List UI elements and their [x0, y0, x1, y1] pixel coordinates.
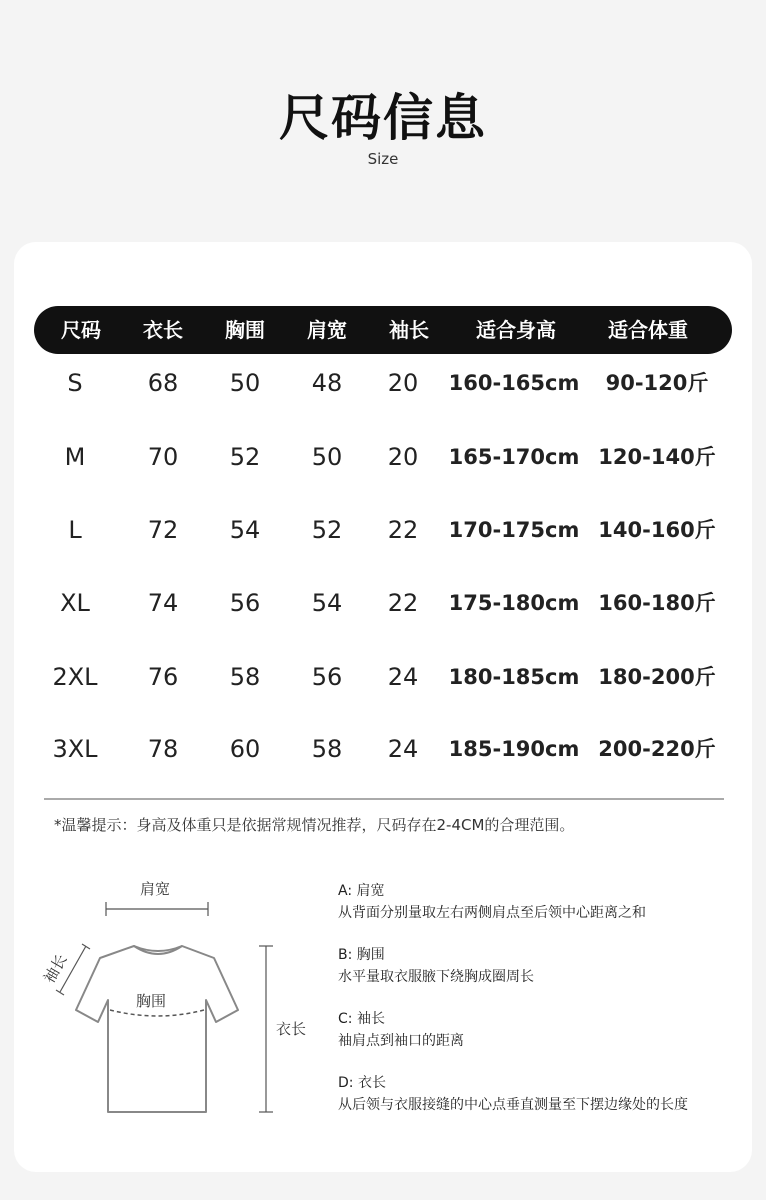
cell-length: 76	[147, 663, 179, 691]
page-title: 尺码信息	[279, 89, 487, 147]
cell-length: 78	[147, 735, 179, 763]
cell-size: XL	[60, 589, 90, 617]
cell-length: 74	[147, 589, 179, 617]
cell-shoulder: 54	[311, 589, 343, 617]
tshirt-diagram	[40, 872, 334, 1122]
cell-sleeve: 22	[387, 516, 419, 544]
cell-weight: 180-200斤	[598, 665, 716, 689]
cell-length: 68	[147, 369, 179, 397]
definition-title: A: 肩宽	[338, 883, 385, 899]
cell-height: 165-170cm	[448, 445, 580, 469]
page-subtitle: Size	[367, 150, 399, 168]
table-row	[14, 583, 752, 623]
definition-text: 水平量取衣服腋下绕胸成圈周长	[338, 969, 534, 985]
cell-height: 185-190cm	[448, 737, 580, 761]
table-row	[14, 437, 752, 477]
cell-chest: 52	[229, 443, 261, 471]
cell-chest: 60	[229, 735, 261, 763]
header-cell-height: 适合身高	[476, 318, 556, 342]
cell-size: M	[64, 443, 86, 471]
definition-text: 从背面分别量取左右两侧肩点至后领中心距离之和	[338, 905, 646, 921]
cell-size: S	[67, 369, 83, 397]
header-cell-shoulder: 肩宽	[307, 318, 347, 342]
definition-item	[338, 944, 738, 988]
cell-length: 70	[147, 443, 179, 471]
definition-item	[338, 880, 738, 924]
definition-item	[338, 1072, 738, 1116]
header-cell-length: 衣长	[143, 318, 183, 342]
cell-sleeve: 20	[387, 369, 419, 397]
size-note: *温馨提示：身高及体重只是依据常规情况推荐，尺码存在2-4CM的合理范围。	[54, 816, 575, 834]
definition-title: C: 袖长	[338, 1011, 385, 1027]
cell-shoulder: 50	[311, 443, 343, 471]
cell-sleeve: 20	[387, 443, 419, 471]
cell-shoulder: 48	[311, 369, 343, 397]
divider	[44, 798, 724, 800]
cell-shoulder: 56	[311, 663, 343, 691]
definition-text: 从后领与衣服接缝的中心点垂直测量至下摆边缘处的长度	[338, 1097, 688, 1113]
tshirt-outline-icon	[54, 872, 334, 1122]
cell-height: 160-165cm	[448, 371, 580, 395]
cell-chest: 58	[229, 663, 261, 691]
length-label: 衣长	[276, 1020, 307, 1038]
cell-sleeve: 24	[387, 735, 419, 763]
cell-size: 2XL	[52, 663, 98, 691]
cell-sleeve: 24	[387, 663, 419, 691]
cell-weight: 120-140斤	[598, 445, 716, 469]
table-row	[14, 729, 752, 769]
measurement-definitions	[338, 880, 738, 1136]
chest-label: 胸围	[136, 992, 167, 1010]
cell-sleeve: 22	[387, 589, 419, 617]
cell-length: 72	[147, 516, 179, 544]
size-card	[14, 242, 752, 1172]
cell-weight: 90-120斤	[605, 371, 709, 395]
cell-chest: 50	[229, 369, 261, 397]
cell-size: L	[68, 516, 82, 544]
table-row	[14, 510, 752, 550]
sleeve-label: 袖长	[40, 951, 71, 987]
table-row	[14, 657, 752, 697]
cell-weight: 200-220斤	[598, 737, 716, 761]
cell-shoulder: 52	[311, 516, 343, 544]
header-cell-chest: 胸围	[225, 318, 265, 342]
cell-shoulder: 58	[311, 735, 343, 763]
cell-height: 180-185cm	[448, 665, 580, 689]
header-cell-weight: 适合体重	[608, 318, 688, 342]
table-row	[14, 363, 752, 403]
cell-height: 175-180cm	[448, 591, 580, 615]
table-header	[34, 306, 732, 354]
definition-item	[338, 1008, 738, 1052]
definition-title: B: 胸围	[338, 947, 385, 963]
cell-chest: 54	[229, 516, 261, 544]
cell-height: 170-175cm	[448, 518, 580, 542]
shoulder-label: 肩宽	[140, 880, 171, 898]
cell-weight: 160-180斤	[598, 591, 716, 615]
cell-weight: 140-160斤	[598, 518, 716, 542]
header-cell-sleeve: 袖长	[389, 318, 429, 342]
cell-chest: 56	[229, 589, 261, 617]
definition-text: 袖肩点到袖口的距离	[338, 1033, 464, 1049]
cell-size: 3XL	[52, 735, 98, 763]
header-cell-size: 尺码	[61, 318, 101, 342]
definition-title: D: 衣长	[338, 1075, 386, 1091]
